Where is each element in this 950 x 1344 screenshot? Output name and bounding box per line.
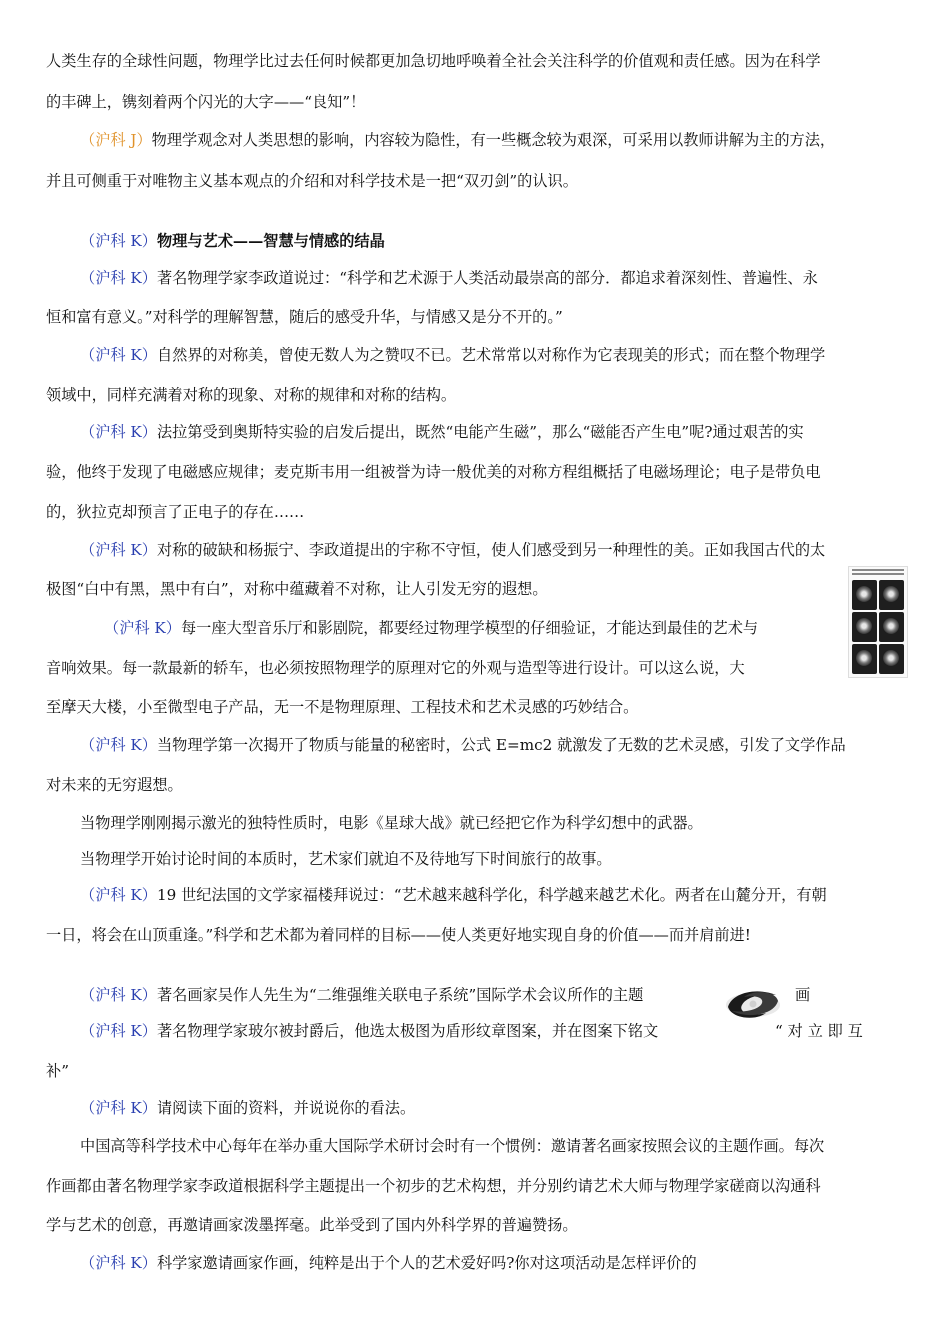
text-line: （沪科 K）19 世纪法国的文学家福楼拜说过：“艺术越来越科学化，科学越来越艺术化。两者在山麓分开，有朝 (80, 886, 827, 904)
source-tag: （沪科 K） (80, 269, 157, 287)
taiji-painting-image (722, 985, 784, 1021)
source-tag: （沪科 K） (80, 423, 157, 441)
text-line: （沪科 K）对称的破缺和杨振宁、李政道提出的宇称不守恒，使人们感受到另一种理性的美。正如我国古代的太 (80, 541, 826, 559)
text-line: 音响效果。每一款最新的轿车，也必须按照物理学的原理对它的外观与造型等进行设计。可以这么说，大 (46, 659, 745, 677)
source-tag: （沪科 J） (80, 131, 152, 149)
text-line: 一日，将会在山顶重逢。”科学和艺术都为着同样的目标——使人类更好地实现自身的价值——而并肩前进! (46, 926, 751, 944)
text-line: 当物理学开始讨论时间的本质时，艺术家们就迫不及待地写下时间旅行的故事。 (80, 850, 612, 868)
photo-cell (852, 612, 877, 642)
source-tag: （沪科 K） (80, 541, 157, 559)
text-line: （沪科 K）著名画家吴作人先生为“二维强维关联电子系统”国际学术会议所作的主题 (80, 986, 644, 1004)
text-line: 学与艺术的创意，再邀请画家泼墨挥毫。此举受到了国内外科学界的普遍赞扬。 (46, 1216, 578, 1234)
source-tag: （沪科 K） (80, 736, 157, 754)
text-line: 画 (795, 986, 811, 1004)
source-tag: （沪科 K） (104, 619, 181, 637)
text-line: 极图“白中有黑，黑中有白”，对称中蕴藏着不对称，让人引发无穷的遐想。 (46, 580, 548, 598)
photo-cell (879, 644, 904, 674)
figure-caption (852, 569, 904, 578)
symmetry-photo-figure (848, 566, 908, 678)
text-line: 对未来的无穷遐想。 (46, 776, 183, 794)
text-line: （沪科 K）著名物理学家玻尔被封爵后，他选太极图为盾形纹章图案，并在图案下铭文 (80, 1022, 659, 1040)
text-line: 中国高等科学技术中心每年在举办重大国际学术研讨会时有一个惯例：邀请著名画家按照会议的主题作画。每次 (80, 1137, 825, 1155)
text-line: （沪科 J）物理学观念对人类思想的影响，内容较为隐性，有一些概念较为艰深，可采用以教师讲解为主的方法， (80, 131, 836, 149)
text-line: 作画都由著名物理学家李政道根据科学主题提出一个初步的艺术构想，并分别约请艺术大师与物理学家磋商以沟通科 (46, 1177, 821, 1195)
text-line: （沪科 K）当物理学第一次揭开了物质与能量的秘密时，公式 E=mc2 就激发了无数的艺术灵感，引发了文学作品 (80, 736, 846, 754)
photo-cell (852, 580, 877, 610)
photo-cell (852, 644, 877, 674)
text-line: （沪科 K）自然界的对称美，曾使无数人为之赞叹不已。艺术常常以对称作为它表现美的形式；而在整个物理学 (80, 346, 826, 364)
text-line: 的，狄拉克却预言了正电子的存在…… (46, 503, 305, 521)
text-line: 当物理学刚刚揭示激光的独特性质时，电影《星球大战》就已经把它作为科学幻想中的武器。 (80, 814, 703, 832)
text-line: 并且可侧重于对唯物主义基本观点的介绍和对科学技术是一把“双刃剑”的认识。 (46, 172, 578, 190)
text-line: 验，他终于发现了电磁感应规律；麦克斯韦用一组被誉为诗一般优美的对称方程组概括了电磁场理论；电子是带负电 (46, 463, 821, 481)
source-tag: （沪科 K） (80, 1022, 157, 1040)
text-line: （沪科 K）科学家邀请画家作画，纯粹是出于个人的艺术爱好吗?你对这项活动是怎样评价的 (80, 1254, 697, 1272)
text-line: （沪科 K）著名物理学家李政道说过：“科学和艺术源于人类活动最崇高的部分．都追求着深刻性、普遍性、永 (80, 269, 818, 287)
text-line: 至摩天大楼，小至微型电子产品，无一不是物理原理、工程技术和艺术灵感的巧妙结合。 (46, 698, 639, 716)
source-tag: （沪科 K） (80, 886, 157, 904)
text-line: 人类生存的全球性问题，物理学比过去任何时候都更加急切地呼唤着全社会关注科学的价值观和责任感。因为在科学 (46, 52, 821, 70)
text-line: （沪科 K）每一座大型音乐厅和影剧院，都要经过物理学模型的仔细验证，才能达到最佳的艺术与 (104, 619, 759, 637)
source-tag: （沪科 K） (80, 232, 157, 250)
text-line: （沪科 K）法拉第受到奥斯特实验的启发后提出，既然“电能产生磁”，那么“磁能否产生电”呢?通过艰苦的实 (80, 423, 804, 441)
text-line: 的丰碑上，镌刻着两个闪光的大字——“良知”！ (46, 93, 366, 111)
photo-cell (879, 580, 904, 610)
text-line: 恒和富有意义。”对科学的理解智慧，随后的感受升华，与情感又是分不开的。” (46, 308, 563, 326)
text-line: 领域中，同样充满着对称的现象、对称的规律和对称的结构。 (46, 386, 457, 404)
text-line: （沪科 K）请阅读下面的资料，并说说你的看法。 (80, 1099, 416, 1117)
source-tag: （沪科 K） (80, 346, 157, 364)
source-tag: （沪科 K） (80, 1099, 157, 1117)
text-line: 补” (46, 1062, 69, 1080)
text-line: “ 对 立 即 互 (775, 1022, 863, 1040)
photo-cell (879, 612, 904, 642)
source-tag: （沪科 K） (80, 1254, 157, 1272)
source-tag: （沪科 K） (80, 986, 157, 1004)
section-heading: （沪科 K）物理与艺术——智慧与情感的结晶 (80, 232, 385, 250)
